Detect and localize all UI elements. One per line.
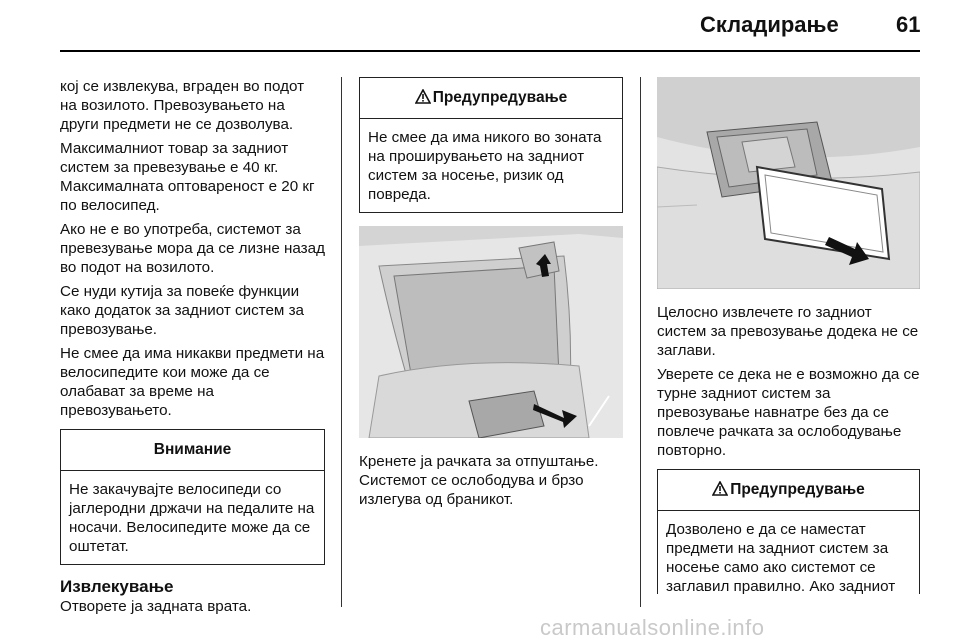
- warning-box: [359, 77, 623, 213]
- column-1: [60, 77, 325, 621]
- notice-body: Не закачувајте велосипеди со јаглеродни држачи на педалите на носачи. Велосипедите може да се оштетат.: [69, 481, 315, 555]
- column-divider-1: [341, 77, 342, 607]
- notice-box: [60, 429, 325, 565]
- warning-title: [360, 78, 622, 119]
- warning-body: Не смее да има никого во зоната на проширувањето на задниот систем за носење, ризик од повреда.: [368, 129, 602, 203]
- paragraph: Уверете се дека не е возможно да се турне задниот систем за превозување навнатре без да се повлече рачката за ослободување повторно.: [657, 366, 920, 459]
- page-number: 61: [896, 12, 921, 37]
- illustration-carrier-extended: [657, 77, 920, 289]
- paragraph: Не смее да има никакви предмети на велосипедите кои може да се олабават за време на превозувањето.: [60, 345, 325, 419]
- warning-title-text: Предупредување: [432, 89, 568, 106]
- figure-caption: Кренете ја рачката за отпуштање. Системот се ослободува и брзо излегува од браникот.: [359, 453, 599, 508]
- illustration-trunk-release: [359, 226, 623, 438]
- warning-triangle-icon: [415, 80, 431, 120]
- page-title: Складирање: [700, 12, 839, 37]
- column-3: [657, 77, 920, 594]
- warning-box: [657, 469, 920, 594]
- paragraph: Се нуди кутија за повеќе функции како додаток за задниот систем за превозување.: [60, 283, 304, 338]
- paragraph: кој се извлекува, вграден во подот на возилото. Превозувањето на други предмети не се дозволува.: [60, 78, 305, 133]
- section-text: Отворете ја задната врата.: [60, 598, 252, 615]
- warning-body: Дозволено е да се наместат предмети на задниот систем за носење само ако системот се заглавил правилно. Ако задниот: [666, 521, 896, 594]
- notice-title: Внимание: [61, 430, 324, 471]
- warning-title: [658, 470, 919, 511]
- column-2: [359, 77, 623, 514]
- section-heading: Извлекување: [60, 577, 174, 596]
- column-divider-2: [640, 77, 641, 607]
- warning-triangle-icon: [712, 472, 728, 512]
- paragraph: Целосно извлечете го задниот систем за превозување додека не се заглави.: [657, 304, 919, 359]
- warning-title-text: Предупредување: [730, 481, 865, 498]
- paragraph: Ако не е во употреба, системот за превезување мора да се лизне назад во подот на возилото.: [60, 221, 325, 276]
- header-rule: [60, 50, 920, 52]
- paragraph: Максималниот товар за задниот систем за превезување е 40 кг. Максималната оптовареност е 20 кг по велосипед.: [60, 140, 315, 214]
- watermark: carmanualsonline.info: [540, 615, 765, 640]
